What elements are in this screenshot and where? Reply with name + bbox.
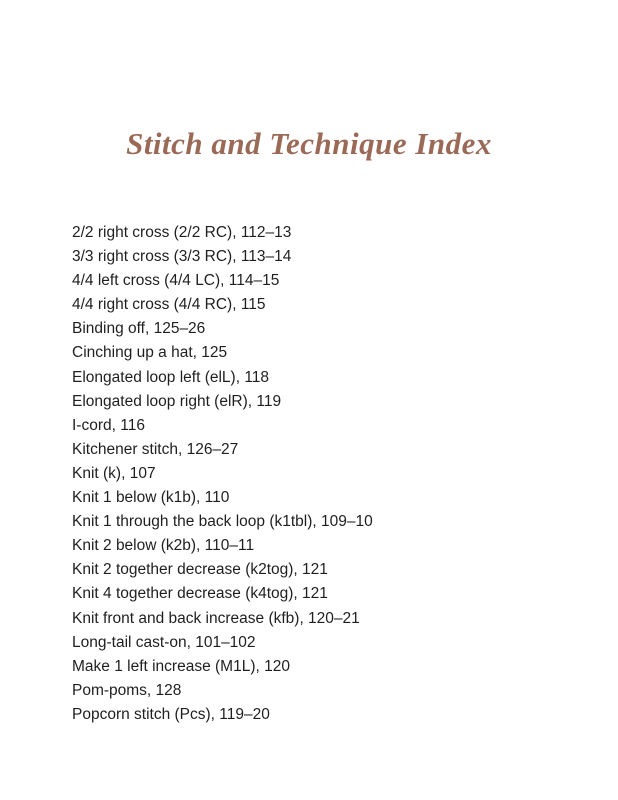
index-entry: 2/2 right cross (2/2 RC), 112–13: [72, 224, 292, 241]
index-entry: Popcorn stitch (Pcs), 119–20: [72, 705, 270, 723]
index-entry: Binding off, 125–26: [72, 320, 206, 338]
index-entry: Elongated loop left (elL), 118: [72, 368, 270, 386]
index-entry: Kitchener stitch, 126–27: [72, 440, 239, 458]
index-entry: 3/3 right cross (3/3 RC), 113–14: [72, 248, 292, 266]
index-entry: Knit 4 together decrease (k4tog), 121: [72, 585, 328, 603]
index-list: [72, 221, 578, 727]
index-entry: Knit 2 below (k2b), 110–11: [72, 537, 255, 555]
index-entry: Knit (k), 107: [72, 464, 156, 482]
index-entry: Knit 1 through the back loop (k1tbl), 109–10: [72, 513, 373, 531]
index-entry: Elongated loop right (elR), 119: [72, 392, 282, 410]
page-title: Stitch and Technique Index: [126, 126, 492, 161]
index-entry: 4/4 left cross (4/4 LC), 114–15: [72, 272, 280, 290]
index-entry: Pom-poms, 128: [72, 681, 182, 699]
index-entry: I-cord, 116: [72, 416, 145, 434]
index-entry: Knit 1 below (k1b), 110: [72, 489, 230, 507]
index-entry: Long-tail cast-on, 101–102: [72, 633, 256, 651]
index-entry: Cinching up a hat, 125: [72, 344, 228, 362]
index-entry: Knit front and back increase (kfb), 120–21: [72, 609, 360, 627]
index-entry: Make 1 left increase (M1L), 120: [72, 657, 290, 675]
index-entry: 4/4 right cross (4/4 RC), 115: [72, 296, 266, 314]
index-entry: Knit 2 together decrease (k2tog), 121: [72, 561, 328, 579]
